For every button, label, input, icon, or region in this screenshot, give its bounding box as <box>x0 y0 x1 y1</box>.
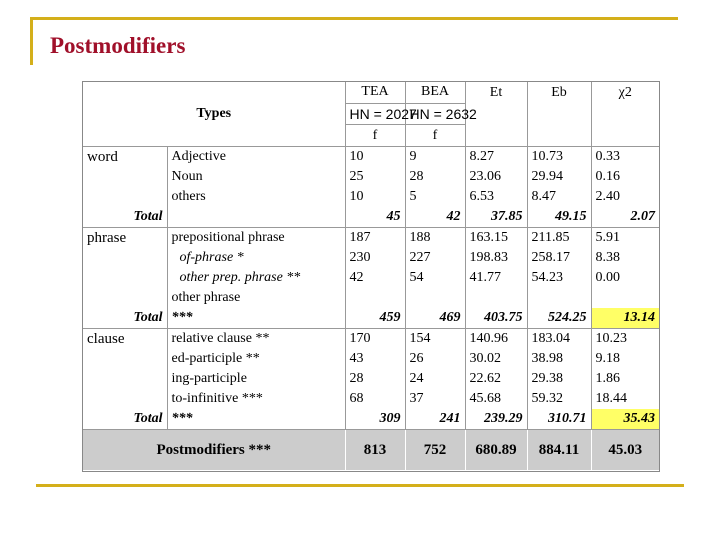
data-table <box>83 82 659 470</box>
total-row-clause: Total *** 309 241 239.29 310.71 35.43 <box>83 409 659 430</box>
header-tea: TEA <box>345 82 405 103</box>
group-label-word: word <box>87 149 118 165</box>
highlight-chi-phrase: 13.14 <box>591 308 659 329</box>
table-row: of-phrase * 230 227 198.83 258.17 8.38 <box>83 248 659 268</box>
header-n-tea: HN = 2027 <box>345 103 405 125</box>
header-f-bea: f <box>405 125 465 147</box>
summary-label: Postmodifiers *** <box>83 430 345 471</box>
frame-left-rule <box>30 17 33 65</box>
header-types: Types <box>83 82 345 147</box>
table-row: ing-participle 28 24 22.62 29.38 1.86 <box>83 369 659 389</box>
table-row: other prep. phrase ** 42 54 41.77 54.23 0.00 <box>83 268 659 288</box>
header-eb: Eb <box>527 82 591 103</box>
table-row: others 10 5 6.53 8.47 2.40 <box>83 187 659 207</box>
table-row: word Adjective 10 9 8.27 10.73 0.33 <box>83 147 659 168</box>
header-et: Et <box>465 82 527 103</box>
table-row: Noun 25 28 23.06 29.94 0.16 <box>83 167 659 187</box>
header-chi2: χ2 <box>591 82 659 103</box>
frame-bottom-rule <box>36 484 684 487</box>
table-row: to-infinitive *** 68 37 45.68 59.32 18.44 <box>83 389 659 409</box>
group-label-clause: clause <box>83 329 167 410</box>
slide-title: Postmodifiers <box>50 33 186 58</box>
postmodifiers-table <box>82 81 660 472</box>
frame-top-rule <box>30 17 678 20</box>
group-label-phrase: phrase <box>83 228 167 309</box>
table-row: phrase prepositional phrase 187 188 163.15 211.85 5.91 <box>83 228 659 249</box>
summary-row: Postmodifiers *** 813 752 680.89 884.11 45.03 <box>83 430 659 471</box>
header-bea: BEA <box>405 82 465 103</box>
table-row: other phrase <box>83 288 659 308</box>
table-row: ed-participle ** 43 26 30.02 38.98 9.18 <box>83 349 659 369</box>
total-row-word: Total 45 42 37.85 49.15 2.07 <box>83 207 659 228</box>
highlight-chi-clause: 35.43 <box>591 409 659 430</box>
table-row: clause relative clause ** 170 154 140.96 183.04 10.23 <box>83 329 659 350</box>
header-f-tea: f <box>345 125 405 147</box>
total-row-phrase: Total *** 459 469 403.75 524.25 13.14 <box>83 308 659 329</box>
header-n-bea: HN = 2632 <box>405 103 465 125</box>
